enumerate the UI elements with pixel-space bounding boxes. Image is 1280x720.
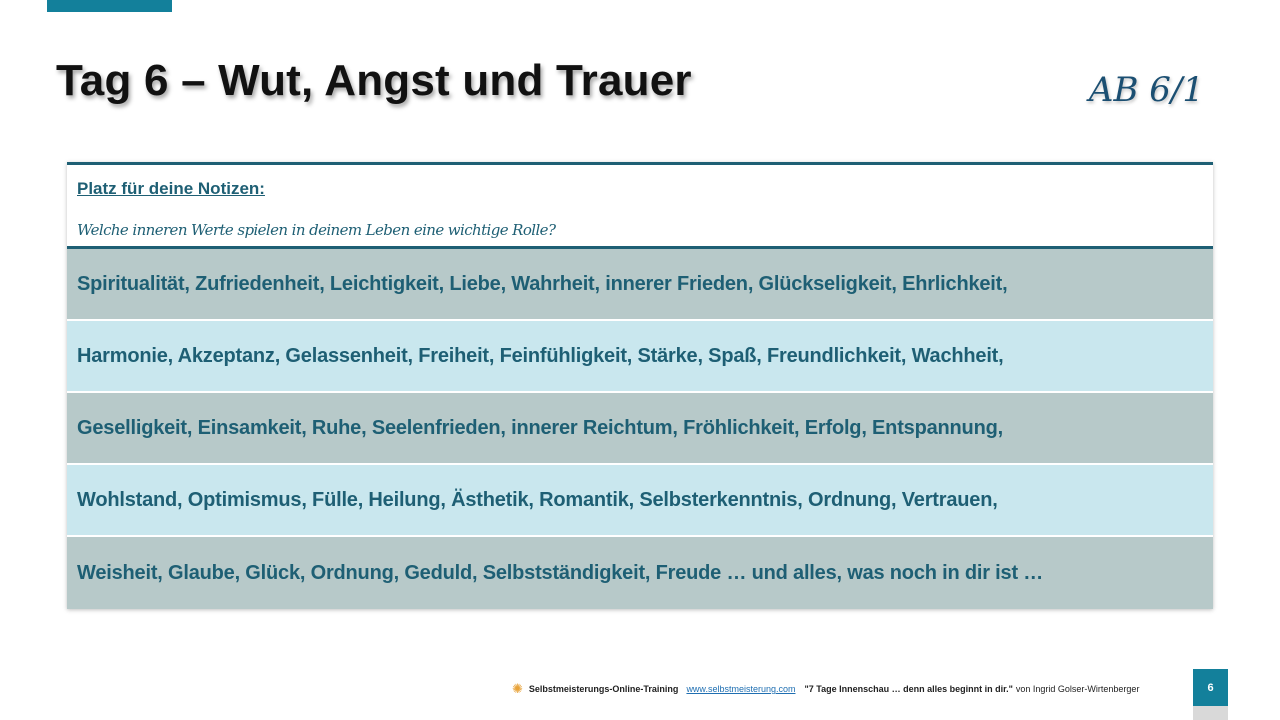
worksheet-label: AB 6/1 — [1088, 70, 1204, 110]
footer-quote: "7 Tage Innenschau … denn alles beginnt in dir." — [804, 684, 1013, 694]
notes-question: Welche inneren Werte spielen in deinem Leben eine wichtige Rolle? — [77, 221, 556, 239]
footer-url-link[interactable]: www.selbstmeisterung.com — [686, 684, 796, 694]
footer-author: von Ingrid Golser-Wirtenberger — [1015, 684, 1140, 694]
footer — [512, 681, 1139, 697]
page-number-strip — [1193, 706, 1228, 720]
values-row: Harmonie, Akzeptanz, Gelassenheit, Freiheit, Feinfühligkeit, Stärke, Spaß, Freundlichkeit, Wachheit, — [67, 321, 1213, 393]
notes-header — [67, 165, 1213, 249]
notes-table — [67, 162, 1213, 609]
values-row: Wohlstand, Optimismus, Fülle, Heilung, Ästhetik, Romantik, Selbsterkenntnis, Ordnung, Vertrauen, — [67, 465, 1213, 537]
page-number: 6 — [1193, 669, 1228, 706]
notes-header-title: Platz für deine Notizen: — [77, 179, 265, 198]
page-title: Tag 6 – Wut, Angst und Trauer — [56, 56, 692, 105]
sun-icon: ✺ — [512, 681, 523, 696]
values-row: Geselligkeit, Einsamkeit, Ruhe, Seelenfrieden, innerer Reichtum, Fröhlichkeit, Erfolg, Entspannung, — [67, 393, 1213, 465]
values-row: Weisheit, Glaube, Glück, Ordnung, Geduld, Selbstständigkeit, Freude … und alles, was noch in dir ist … — [67, 537, 1213, 609]
values-row: Spiritualität, Zufriedenheit, Leichtigkeit, Liebe, Wahrheit, innerer Frieden, Glückseligkeit, Ehrlichkeit, — [67, 249, 1213, 321]
top-accent-bar — [47, 0, 172, 12]
footer-training: Selbstmeisterungs-Online-Training — [528, 684, 679, 694]
